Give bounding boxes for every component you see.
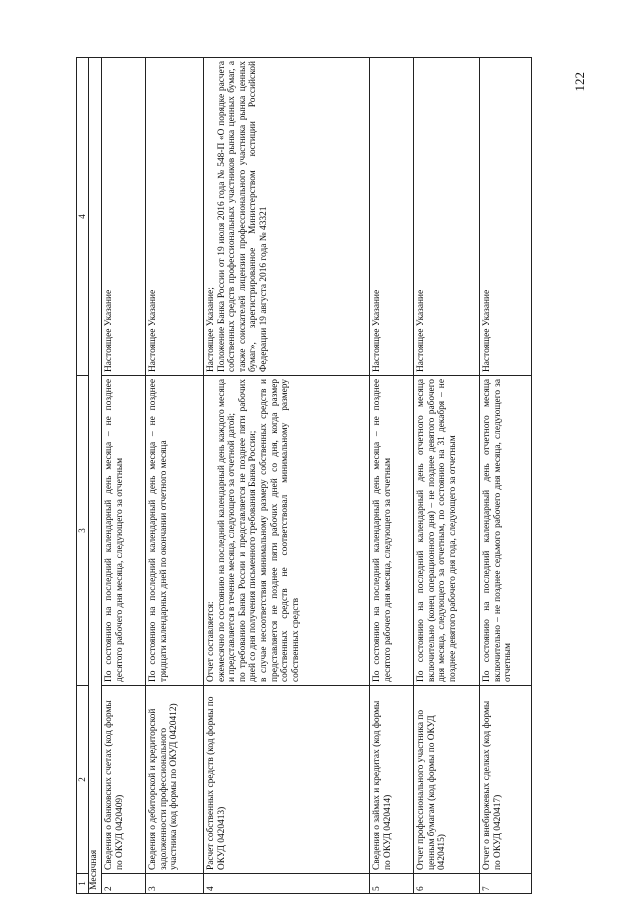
table-row xyxy=(370,58,414,894)
deadline-cell xyxy=(480,376,532,686)
deadline-text: По состоянию на последний календарный день месяца – не позднее десятого рабочего дня месяца, следующего за отчетным xyxy=(104,379,125,682)
form-name: Сведения о займах и кредитах (код формы по ОКУД 0420414) xyxy=(370,686,414,874)
column-number-row xyxy=(77,58,89,894)
basis-cell xyxy=(204,58,370,376)
basis-cell xyxy=(102,58,146,376)
form-name: Сведения о дебиторской и кредиторской задолженности профессионального участника (код формы по ОКУД 0420412) xyxy=(146,686,204,874)
basis-text: Настоящее Указание xyxy=(372,289,382,372)
deadline-text: ежемесячно по состоянию на последний календарный день каждого месяца и представляется в течение месяца, следующего за отчетной датой; xyxy=(216,379,238,682)
section-row xyxy=(89,58,102,894)
column-header-2: 2 xyxy=(77,686,89,874)
column-header-4: 4 xyxy=(77,58,89,376)
form-name: Сведения о банковских счетах (код формы по ОКУД 0420409) xyxy=(102,686,146,874)
basis-text: Настоящее Указание xyxy=(148,289,158,372)
form-name: Расчет собственных средств (код формы по ОКУД 0420413) xyxy=(204,686,370,874)
deadline-text: По состоянию на последний календарный день месяца – не позднее десятого рабочего дня месяца, следующего за отчетным xyxy=(372,379,393,682)
row-number: 6 xyxy=(414,874,480,894)
basis-text: Настоящее Указание; xyxy=(206,287,216,372)
deadline-cell xyxy=(102,376,146,686)
basis-cell xyxy=(370,58,414,376)
row-number: 2 xyxy=(102,874,146,894)
deadline-text: По состоянию на последний календарный день отчетного месяца включительно (конец операционного дня) – не позднее девятого рабочего дня месяца, следующего за отчетным, по состоянию на 31 декабря – не позднее девятого рабочего дня года, следующего за отчетным xyxy=(416,379,458,682)
document-table-rotated xyxy=(76,58,562,894)
basis-cell xyxy=(146,58,204,376)
table-row xyxy=(414,58,480,894)
deadline-cell xyxy=(370,376,414,686)
deadline-cell xyxy=(204,376,370,686)
form-name: Отчет о внебиржевых сделках (код формы по ОКУД 0420417) xyxy=(480,686,532,874)
deadline-text: Отчет составляется: xyxy=(206,601,216,682)
basis-text: Настоящее Указание xyxy=(416,289,426,372)
reporting-forms-table xyxy=(76,57,532,894)
row-number: 5 xyxy=(370,874,414,894)
table-row xyxy=(204,58,370,894)
basis-text: Настоящее Указание xyxy=(482,289,492,372)
basis-text: Настоящее Указание xyxy=(104,289,114,372)
basis-cell xyxy=(414,58,480,376)
section-title: Месячная xyxy=(89,58,102,894)
table-row xyxy=(146,58,204,894)
page-number: 122 xyxy=(572,72,587,92)
table-row xyxy=(480,58,532,894)
form-name: Отчет профессионального участника по ценным бумагам (код формы по ОКУД 0420415) xyxy=(414,686,480,874)
deadline-cell xyxy=(414,376,480,686)
deadline-text: По состоянию на последний календарный день отчетного месяца включительно – не позднее седьмого рабочего дня месяца, следующего за отчетным xyxy=(482,379,514,682)
deadline-cell xyxy=(146,376,204,686)
basis-text: Положение Банка России от 19 июля 2016 года № 548-П «О порядке расчета собственных средств профессиональных участников рынка ценных бумаг, а также соискателей лицензии профессионального участника рынка ценных бумаг», зарегистрированное Министерством юстиции Российской Федерации 19 августа 2016 года № 43321 xyxy=(216,61,269,372)
column-header-3: 3 xyxy=(77,376,89,686)
row-number: 7 xyxy=(480,874,532,894)
deadline-text: в случае несоответствия минимальному размеру собственных средств и представляется не позднее пяти рабочих дней со дня, когда размер собственных средств не соответствовал минимальному размеру собственных средств xyxy=(258,379,301,682)
deadline-text: По состоянию на последний календарный день месяца – не позднее тридцати календарных дней по окончании отчетного месяца xyxy=(148,379,169,682)
column-header-1: 1 xyxy=(77,874,89,894)
basis-cell xyxy=(480,58,532,376)
table-row xyxy=(102,58,146,894)
row-number: 3 xyxy=(146,874,204,894)
row-number: 4 xyxy=(204,874,370,894)
deadline-text: по требованию Банка России и представляется не позднее пяти рабочих дней со дня получения письменного требования Банка России; xyxy=(237,379,259,682)
